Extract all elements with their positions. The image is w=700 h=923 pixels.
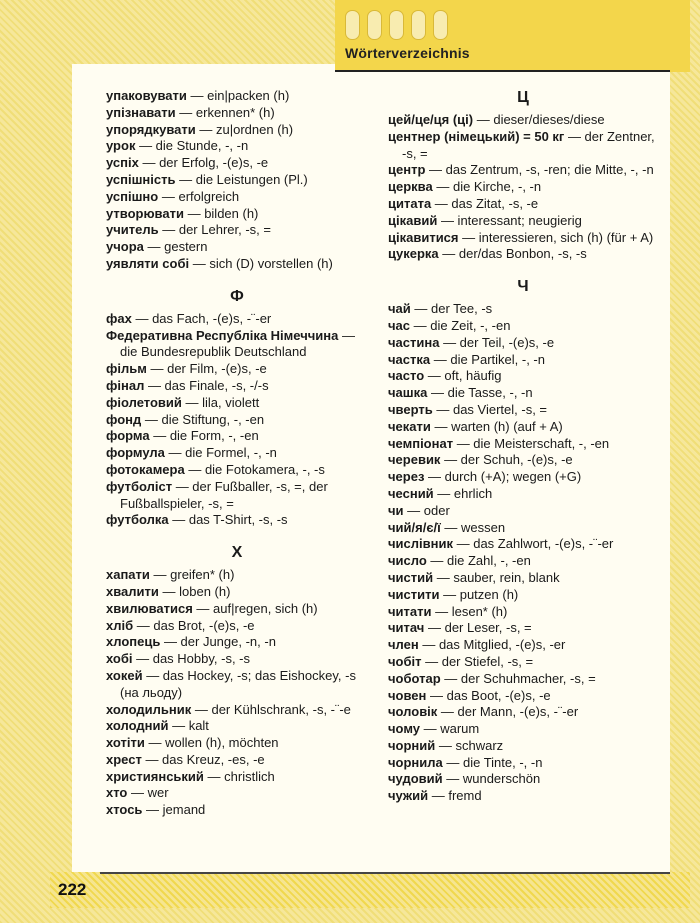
- entry-translation: — sich (D) vorstellen (h): [189, 255, 333, 271]
- entry-headword: успішність: [106, 171, 176, 187]
- entry-translation: — das Hobby, -s, -s: [132, 651, 251, 667]
- entry-translation: — der Stiefel, -s, =: [421, 653, 534, 669]
- entry-headword: чистий: [388, 569, 434, 585]
- entry-headword: чашка: [388, 385, 428, 401]
- entry-translation: — warten (h) (auf + A): [430, 418, 563, 434]
- dictionary-entry: [388, 688, 658, 705]
- entry-translation: — das Kreuz, -es, -e: [141, 751, 265, 767]
- binder-tab-5: [433, 10, 448, 40]
- entry-headword: християнський: [106, 768, 204, 784]
- dictionary-entry: [106, 239, 368, 256]
- section-letter: Ч: [517, 278, 529, 296]
- dictionary-entry: [106, 512, 368, 529]
- entry-headword: хвилюватися: [106, 600, 193, 616]
- entry-headword: хобі: [106, 651, 133, 667]
- entry-translation: — die Formel, -, -n: [164, 445, 277, 461]
- dictionary-entry: [388, 536, 658, 553]
- dictionary-entry: [106, 668, 368, 702]
- dictionary-entry: [106, 769, 368, 786]
- dictionary-entry: [106, 361, 368, 378]
- section-letter: Ц: [517, 89, 529, 106]
- entry-translation: — der Mann, -(e)s, -¨-er: [437, 704, 579, 720]
- entry-headword: футболка: [106, 512, 169, 528]
- dictionary-entry: [388, 335, 658, 352]
- dictionary-entry: [106, 189, 368, 206]
- dictionary-entry: [388, 587, 658, 604]
- dictionary-entry: [388, 771, 658, 788]
- dictionary-entry: [388, 520, 658, 537]
- entry-translation: — durch (+A); wegen (+G): [424, 469, 582, 485]
- entry-translation: — christlich: [203, 768, 275, 784]
- entry-headword: чверть: [388, 401, 433, 417]
- entry-headword: цікавитися: [388, 229, 459, 245]
- dictionary-entry: [388, 230, 658, 247]
- entry-translation: — die Stunde, -, -n: [135, 138, 249, 154]
- entry-translation: — der Junge, -n, -n: [160, 634, 276, 650]
- entry-translation: — die Stiftung, -, -en: [141, 411, 265, 427]
- entry-translation: — lesen* (h): [431, 603, 508, 619]
- entry-translation: — das Viertel, -s, =: [432, 401, 548, 417]
- binder-tab-1: [345, 10, 360, 40]
- entry-translation: — der Tee, -s: [410, 301, 493, 317]
- entry-translation: — die Kirche, -, -n: [432, 179, 542, 195]
- dictionary-entry: [388, 301, 658, 318]
- entry-translation: — bilden (h): [183, 205, 259, 221]
- dictionary-entry: [106, 702, 368, 719]
- dictionary-entry: [106, 802, 368, 819]
- entry-headword: фіолетовий: [106, 394, 182, 410]
- entry-translation: — zu|ordnen (h): [195, 121, 294, 137]
- entry-translation: — der Schuhmacher, -s, =: [440, 670, 596, 686]
- dictionary-entry: [106, 412, 368, 429]
- entry-headword: утворювати: [106, 205, 184, 221]
- binder-tab-2: [367, 10, 382, 40]
- dictionary-entry: [106, 634, 368, 651]
- dictionary-entry: [106, 122, 368, 139]
- entry-headword: учора: [106, 239, 144, 255]
- dictionary-entry: [388, 452, 658, 469]
- entry-translation: — kalt: [168, 718, 209, 734]
- dictionary-entry: [388, 671, 658, 688]
- entry-headword: церква: [388, 179, 433, 195]
- entry-headword: хрест: [106, 751, 142, 767]
- entry-headword: Федеративна Республіка Німеччина: [106, 327, 339, 343]
- entry-translation: — wunderschön: [442, 771, 541, 787]
- dictionary-entry: [388, 368, 658, 385]
- entry-headword: учитель: [106, 222, 159, 238]
- entry-translation: — das Boot, -(e)s, -e: [426, 687, 551, 703]
- entry-translation: — oft, häufig: [424, 368, 502, 384]
- entry-translation: — die Bundesrepublik Deutschland: [120, 327, 355, 360]
- dictionary-entry: [388, 129, 658, 163]
- dictionary-entry: [106, 479, 368, 513]
- dictionary-entry: [106, 735, 368, 752]
- entry-headword: упаковувати: [106, 88, 187, 103]
- entry-translation: — putzen (h): [439, 586, 519, 602]
- entry-translation: — interessant; neugierig: [437, 212, 582, 228]
- entry-translation: — der Lehrer, -s, =: [158, 222, 271, 238]
- entry-translation: — greifen* (h): [149, 567, 235, 583]
- entry-headword: форма: [106, 428, 150, 444]
- entry-headword: холодильник: [106, 701, 192, 717]
- entry-translation: — auf|regen, sich (h): [192, 600, 318, 616]
- entry-headword: хвалити: [106, 583, 159, 599]
- dictionary-entry: [388, 620, 658, 637]
- dictionary-entry: [106, 222, 368, 239]
- entry-translation: — der Leser, -s, =: [424, 620, 532, 636]
- page-title: Wörterverzeichnis: [345, 45, 470, 61]
- entry-translation: — die Zahl, -, -en: [426, 553, 531, 569]
- entry-headword: урок: [106, 138, 136, 154]
- entry-translation: — das Mitglied, -(e)s, -er: [418, 637, 566, 653]
- dictionary-entry: [106, 206, 368, 223]
- dictionary-entry: [106, 88, 368, 105]
- entry-headword: цей/це/ця (ці): [388, 112, 474, 127]
- dictionary-entry: [388, 402, 658, 419]
- entry-headword: читати: [388, 603, 432, 619]
- entry-translation: — der/das Bonbon, -s, -s: [438, 246, 587, 262]
- dictionary-entry: [106, 155, 368, 172]
- dictionary-entry: [388, 436, 658, 453]
- entry-headword: хокей: [106, 667, 143, 683]
- entry-headword: формула: [106, 445, 165, 461]
- entry-headword: часто: [388, 368, 425, 384]
- entry-headword: через: [388, 469, 425, 485]
- dictionary-entry: [106, 651, 368, 668]
- entry-translation: — der Teil, -(e)s, -e: [439, 334, 555, 350]
- dictionary-entry: [388, 503, 658, 520]
- entry-translation: — das Brot, -(e)s, -e: [133, 617, 255, 633]
- entry-translation: — die Leistungen (Pl.): [175, 171, 308, 187]
- dictionary-entry: [106, 395, 368, 412]
- entry-headword: упізнавати: [106, 104, 176, 120]
- entry-translation: — lila, violett: [181, 394, 260, 410]
- entry-translation: — die Tinte, -, -n: [442, 754, 543, 770]
- entry-headword: чобіт: [388, 653, 422, 669]
- binder-tab-3: [389, 10, 404, 40]
- entry-translation: — die Fotokamera, -, -s: [184, 461, 325, 477]
- entry-translation: — die Form, -, -en: [149, 428, 259, 444]
- entry-headword: числівник: [388, 536, 453, 552]
- dictionary-entry: [388, 179, 658, 196]
- entry-headword: чудовий: [388, 771, 443, 787]
- entry-translation: — das Zahlwort, -(e)s, -¨-er: [452, 536, 614, 552]
- entry-headword: фотокамера: [106, 461, 185, 477]
- entry-headword: фінал: [106, 377, 145, 393]
- dictionary-entry: [388, 419, 658, 436]
- section-letter: Ф: [230, 287, 244, 305]
- entry-headword: хліб: [106, 617, 134, 633]
- entry-headword: чорний: [388, 737, 436, 753]
- entry-translation: — der Zentner, -s, =: [402, 128, 655, 161]
- entry-headword: чий/я/є/ї: [388, 519, 441, 535]
- entry-translation: — interessieren, sich (h) (für + A): [458, 229, 654, 245]
- entry-translation: — ehrlich: [433, 485, 493, 501]
- entry-headword: успіх: [106, 155, 139, 171]
- entry-headword: фільм: [106, 361, 147, 377]
- dictionary-entry: [106, 785, 368, 802]
- entry-translation: — wer: [127, 785, 169, 801]
- dictionary-entry: [388, 486, 658, 503]
- dictionary-entry: [388, 112, 658, 129]
- entry-headword: фах: [106, 310, 132, 326]
- entry-headword: цитата: [388, 195, 432, 211]
- entry-translation: — die Partikel, -, -n: [430, 351, 545, 367]
- dictionary-entry: [106, 584, 368, 601]
- dictionary-entry: [106, 718, 368, 735]
- dictionary-entry: [388, 570, 658, 587]
- title-underline: [335, 70, 670, 72]
- entry-headword: чорнила: [388, 754, 443, 770]
- entry-headword: хто: [106, 785, 128, 801]
- entry-headword: центнер (німецький) = 50 кг: [388, 128, 565, 144]
- dictionary-entry: [388, 654, 658, 671]
- entry-translation: — wessen: [440, 519, 506, 535]
- entry-headword: цікавий: [388, 212, 438, 228]
- entry-headword: упорядкувати: [106, 121, 196, 137]
- entry-headword: чемпіонат: [388, 435, 454, 451]
- left-column: [106, 88, 368, 819]
- entry-translation: — die Meisterschaft, -, -en: [453, 435, 610, 451]
- entry-headword: чесний: [388, 485, 434, 501]
- entry-translation: — sauber, rein, blank: [433, 569, 560, 585]
- dictionary-entry: [388, 246, 658, 263]
- dictionary-entry: [388, 738, 658, 755]
- entry-translation: — die Zeit, -, -en: [410, 317, 511, 333]
- dictionary-entry: [388, 213, 658, 230]
- entry-headword: хтось: [106, 802, 143, 818]
- dictionary-entry: [106, 138, 368, 155]
- entry-headword: частина: [388, 334, 440, 350]
- dictionary-entry: [106, 172, 368, 189]
- entry-headword: чоботар: [388, 670, 441, 686]
- binder-tab-4: [411, 10, 426, 40]
- entry-headword: центр: [388, 162, 426, 178]
- dictionary-entry: [388, 352, 658, 369]
- entry-headword: чекати: [388, 418, 431, 434]
- entry-headword: час: [388, 317, 411, 333]
- entry-headword: холодний: [106, 718, 169, 734]
- right-column: [388, 88, 658, 805]
- entry-translation: — das Zentrum, -s, -ren; die Mitte, -, -n: [425, 162, 654, 178]
- entry-headword: успішно: [106, 188, 159, 204]
- dictionary-entry: [106, 601, 368, 618]
- entry-headword: чужий: [388, 788, 429, 804]
- dictionary-entry: [106, 445, 368, 462]
- entry-translation: — warum: [420, 721, 480, 737]
- dictionary-entry: [388, 385, 658, 402]
- dictionary-entry: [106, 328, 368, 362]
- entry-headword: футболіст: [106, 478, 173, 494]
- entry-translation: — erfolgreich: [158, 188, 240, 204]
- entry-translation: — ein|packen (h): [186, 88, 290, 103]
- entry-translation: — gestern: [143, 239, 208, 255]
- dictionary-entry: [106, 428, 368, 445]
- entry-translation: — das Zitat, -s, -e: [431, 195, 539, 211]
- entry-headword: чоловік: [388, 704, 438, 720]
- dictionary-entry: [106, 752, 368, 769]
- entry-translation: — das T-Shirt, -s, -s: [168, 512, 288, 528]
- dictionary-entry: [388, 637, 658, 654]
- entry-translation: — der Kühlschrank, -s, -¨-e: [191, 701, 351, 717]
- dictionary-entry: [106, 311, 368, 328]
- entry-translation: — der Schuh, -(e)s, -e: [440, 452, 573, 468]
- section-letter: Х: [231, 544, 243, 562]
- dictionary-entry: [106, 618, 368, 635]
- dictionary-entry: [388, 704, 658, 721]
- entry-headword: цукерка: [388, 246, 439, 262]
- entry-headword: читач: [388, 620, 425, 636]
- entry-translation: — schwarz: [435, 737, 504, 753]
- dictionary-entry: [388, 721, 658, 738]
- dictionary-entry: [388, 196, 658, 213]
- entry-translation: — oder: [403, 502, 450, 518]
- entry-headword: хлопець: [106, 634, 161, 650]
- entry-headword: фонд: [106, 411, 142, 427]
- entry-translation: — erkennen* (h): [175, 104, 275, 120]
- entry-translation: — das Finale, -s, -/-s: [144, 377, 269, 393]
- entry-headword: число: [388, 553, 427, 569]
- dictionary-entry: [388, 469, 658, 486]
- footer-line: [100, 872, 670, 874]
- page-number: 222: [58, 880, 87, 899]
- entry-translation: — dieser/dieses/diese: [473, 112, 605, 127]
- entry-headword: чай: [388, 301, 411, 317]
- entry-headword: човен: [388, 687, 427, 703]
- dictionary-entry: [388, 604, 658, 621]
- entry-translation: — der Fußballer, -s, =, der Fußballspieler, -s, =: [120, 478, 328, 511]
- entry-headword: частка: [388, 351, 431, 367]
- entry-headword: хотіти: [106, 735, 145, 751]
- entry-translation: — fremd: [428, 788, 482, 804]
- entry-translation: — loben (h): [158, 583, 231, 599]
- dictionary-entry: [106, 378, 368, 395]
- dictionary-entry: [106, 567, 368, 584]
- entry-headword: уявляти собі: [106, 255, 190, 271]
- footer-band: [50, 872, 690, 908]
- dictionary-entry: [388, 755, 658, 772]
- entry-headword: чи: [388, 502, 404, 518]
- dictionary-entry: [388, 553, 658, 570]
- entry-translation: — der Erfolg, -(e)s, -e: [138, 155, 269, 171]
- entry-translation: — der Film, -(e)s, -e: [146, 361, 267, 377]
- entry-translation: — das Fach, -(e)s, -¨-er: [131, 310, 272, 326]
- entry-headword: член: [388, 637, 419, 653]
- dictionary-entry: [106, 462, 368, 479]
- entry-headword: хапати: [106, 567, 150, 583]
- dictionary-entry: [106, 105, 368, 122]
- entry-translation: — jemand: [142, 802, 206, 818]
- entry-translation: — wollen (h), möchten: [144, 735, 279, 751]
- entry-translation: — die Tasse, -, -n: [427, 385, 533, 401]
- dictionary-entry: [388, 318, 658, 335]
- entry-headword: чистити: [388, 586, 440, 602]
- dictionary-entry: [106, 256, 368, 273]
- dictionary-entry: [388, 162, 658, 179]
- dictionary-entry: [388, 788, 658, 805]
- entry-headword: чому: [388, 721, 420, 737]
- entry-headword: черевик: [388, 452, 441, 468]
- entry-translation: — das Hockey, -s; das Eishockey, -s (на льоду): [120, 667, 356, 700]
